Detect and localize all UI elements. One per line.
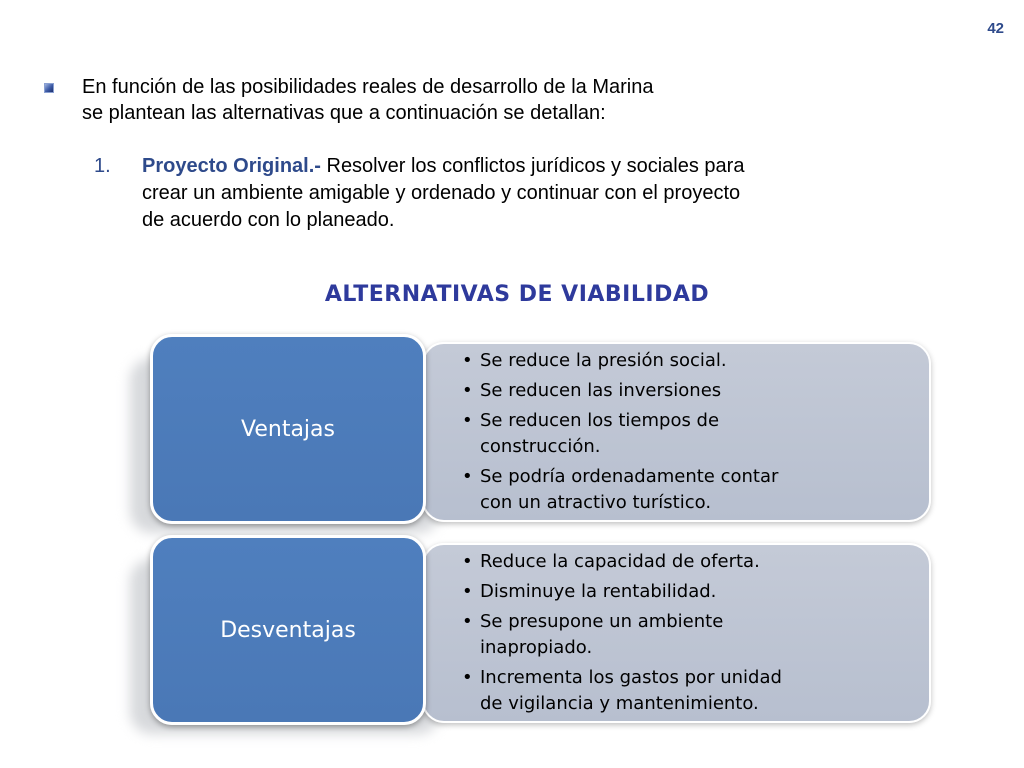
item-line: [142, 153, 924, 180]
desventajas-label: Desventajas: [220, 617, 356, 643]
list-item: [462, 665, 902, 717]
intro-text: [82, 74, 944, 126]
list-item: [462, 464, 902, 516]
list-item-line: construcción.: [480, 436, 601, 457]
bullet-dot-icon: •: [462, 410, 473, 431]
ventajas-row: [130, 334, 930, 529]
list-item-line: con un atractivo turístico.: [480, 492, 712, 513]
bullet-dot-icon: •: [462, 611, 473, 632]
bullet-dot-icon: •: [462, 350, 473, 371]
page-number: 42: [987, 20, 1004, 37]
list-item-line: Se reduce la presión social.: [480, 350, 727, 371]
item-lead: Proyecto Original.-: [142, 155, 321, 177]
item-line-text: Resolver los conflictos jurídicos y sociales para: [320, 155, 745, 177]
bullet-dot-icon: •: [462, 581, 473, 602]
list-item: [462, 579, 902, 605]
bullet-dot-icon: •: [462, 551, 473, 572]
list-item: [462, 609, 902, 661]
intro-line: se plantean las alternativas que a continuación se detallan:: [82, 102, 606, 124]
desventajas-row: [130, 535, 930, 730]
bullet-dot-icon: •: [462, 380, 473, 401]
list-item-line: inapropiado.: [480, 637, 593, 658]
list-item: [462, 378, 902, 404]
item-line: crear un ambiente amigable y ordenado y continuar con el proyecto: [142, 182, 741, 204]
item-body: [142, 153, 924, 234]
desventajas-list: [462, 549, 902, 721]
bullet-dot-icon: •: [462, 667, 473, 688]
intro-paragraph: [44, 74, 944, 126]
bullet-dot-icon: •: [462, 466, 473, 487]
list-item: [462, 408, 902, 460]
ventajas-label-box: [150, 334, 426, 524]
list-item-line: Se reducen los tiempos de: [480, 410, 720, 431]
item-line: de acuerdo con lo planeado.: [142, 209, 395, 231]
square-bullet-icon: [44, 83, 54, 93]
numbered-item-1: [94, 153, 924, 234]
section-title: ALTERNATIVAS DE VIABILIDAD: [324, 282, 710, 307]
ventajas-list: [462, 348, 902, 520]
item-number: 1.: [94, 155, 111, 177]
list-item-line: Se reducen las inversiones: [480, 380, 722, 401]
list-item-line: de vigilancia y mantenimiento.: [480, 693, 759, 714]
desventajas-label-box: [150, 535, 426, 725]
list-item: [462, 549, 902, 575]
list-item-line: Disminuye la rentabilidad.: [480, 581, 717, 602]
list-item-line: Incrementa los gastos por unidad: [480, 667, 782, 688]
list-item-line: Reduce la capacidad de oferta.: [480, 551, 760, 572]
intro-line: En función de las posibilidades reales de desarrollo de la Marina: [82, 76, 654, 98]
list-item-line: Se podría ordenadamente contar: [480, 466, 779, 487]
list-item: [462, 348, 902, 374]
ventajas-label: Ventajas: [241, 416, 335, 442]
list-item-line: Se presupone un ambiente: [480, 611, 724, 632]
